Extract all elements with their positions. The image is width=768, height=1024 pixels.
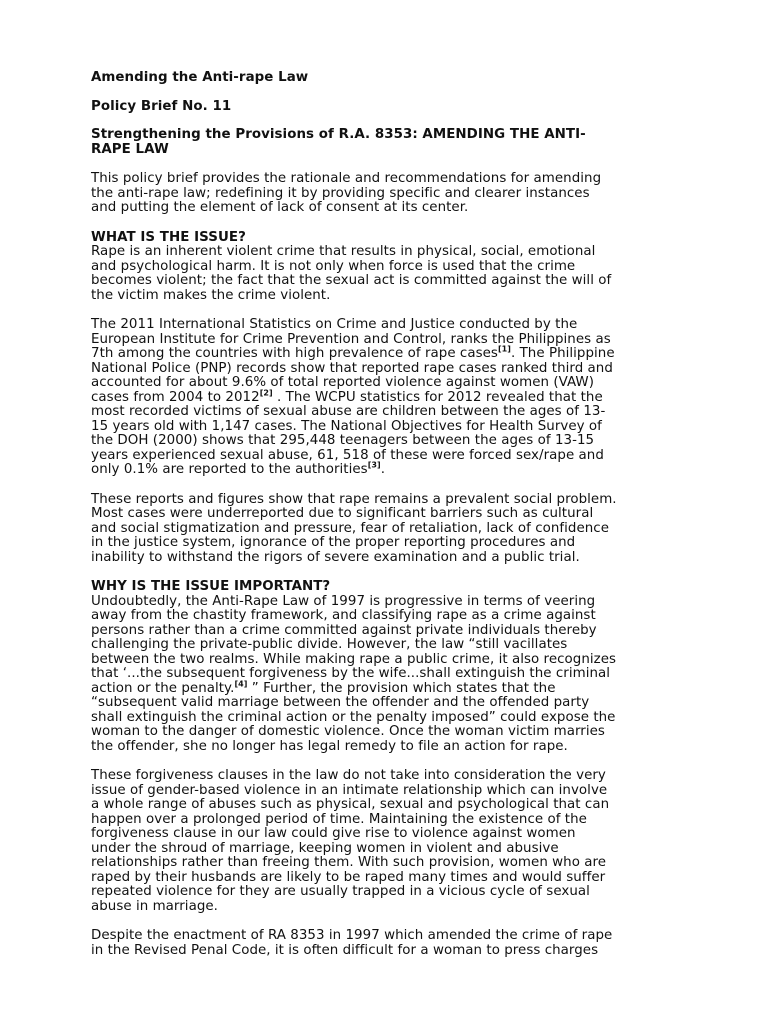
section-heading-importance: WHY IS THE ISSUE IMPORTANT? xyxy=(91,579,331,594)
text-line: the offender, she no longer has legal remedy to file an action for rape. xyxy=(91,738,568,754)
text-line: relationships rather than freeing them. With such provision, women who are xyxy=(91,855,607,870)
text-segment: ” Further, the provision which states that the xyxy=(247,680,556,696)
text-line: a whole range of abuses such as physical, sexual and psychological that can xyxy=(91,797,610,812)
importance-paragraph-2 xyxy=(91,769,728,914)
text-line: the victim makes the crime violent. xyxy=(91,287,331,303)
text-line: under the shroud of marriage, keeping women in violent and abusive xyxy=(91,840,559,856)
text-line: most recorded victims of sexual abuse are children between the ages of 13- xyxy=(91,404,606,419)
text-line: raped by their husbands are likely to be raped many times and would suffer xyxy=(91,869,606,885)
importance-paragraph-1 xyxy=(91,595,728,755)
text-line: accounted for about 9.6% of total reported violence against women (VAW) xyxy=(91,375,594,390)
text-line: and psychological harm. It is not only when force is used that the crime xyxy=(91,258,576,274)
text-line: Rape is an inherent violent crime that results in physical, social, emotional xyxy=(91,244,596,259)
text-line xyxy=(91,679,728,697)
text-line: These forgiveness clauses in the law do not take into consideration the very xyxy=(91,768,606,783)
text-line: Despite the enactment of RA 8353 in 1997 which amended the crime of rape xyxy=(91,928,613,943)
subtitle-line: Strengthening the Provisions of R.A. 8353: AMENDING THE ANTI- xyxy=(91,127,586,142)
text-line: in the Revised Penal Code, it is often difficult for a woman to press charges xyxy=(91,942,599,958)
text-line: challenging the private-public divide. However, the law “still vacillates xyxy=(91,637,568,652)
text-segment: action or the penalty. xyxy=(91,680,235,696)
text-segment: 7th among the countries with high prevalence of rape cases xyxy=(91,346,498,361)
text-segment: only 0.1% are reported to the authorities xyxy=(91,462,368,477)
text-line: and putting the element of lack of consent at its center. xyxy=(91,200,469,215)
document-subtitle xyxy=(91,128,728,157)
text-line xyxy=(91,460,728,478)
issue-paragraph-1 xyxy=(91,245,728,303)
text-line: and social stigmatization and pressure, fear of retaliation, lack of confidence xyxy=(91,520,610,536)
text-line: repeated violence for they are usually trapped in a vicious cycle of sexual xyxy=(91,884,590,899)
text-line: inability to withstand the rigors of severe examination and a public trial. xyxy=(91,549,580,565)
text-line xyxy=(91,344,728,362)
text-line: the anti-rape law; redefining it by providing specific and clearer instances xyxy=(91,185,590,201)
text-line: in the justice system, ignorance of the proper reporting procedures and xyxy=(91,535,576,550)
text-line: woman to the danger of domestic violence. Once the woman victim marries xyxy=(91,724,605,739)
text-line xyxy=(91,388,728,406)
text-line: years experienced sexual abuse, 61, 518 of these were forced sex/rape and xyxy=(91,447,604,463)
footnote-ref-2[interactable]: [2] xyxy=(259,388,273,398)
text-line: persons rather than a crime committed against private individuals thereby xyxy=(91,622,597,638)
text-line: between the two realms. While making rape a public crime, it also recognizes xyxy=(91,651,617,667)
document-title: Amending the Anti-rape Law xyxy=(91,70,309,85)
text-line: European Institute for Crime Prevention and Control, ranks the Philippines as xyxy=(91,331,611,347)
text-line: The 2011 International Statistics on Crime and Justice conducted by the xyxy=(91,317,578,332)
text-segment: . xyxy=(380,462,386,477)
text-line: 15 years old with 1,147 cases. The National Objectives for Health Survey of xyxy=(91,418,602,434)
text-line: “subsequent valid marriage between the offender and the offended party xyxy=(91,695,590,710)
text-segment: cases from 2004 to 2012 xyxy=(91,389,260,405)
subtitle-line: RAPE LAW xyxy=(91,141,169,157)
text-segment: . The WCPU statistics for 2012 revealed that the xyxy=(272,389,603,405)
issue-paragraph-3 xyxy=(91,493,728,566)
importance-paragraph-3 xyxy=(91,929,728,958)
text-line: These reports and figures show that rape remains a prevalent social problem. xyxy=(91,491,617,507)
policy-brief-number: Policy Brief No. 11 xyxy=(91,98,232,114)
text-segment: . The Philippine xyxy=(510,346,615,361)
text-line: away from the chastity framework, and classifying rape as a crime against xyxy=(91,608,596,623)
footnote-ref-1[interactable]: [1] xyxy=(497,344,511,354)
text-line: that ‘...the subsequent forgiveness by the wife...shall extinguish the criminal xyxy=(91,666,611,681)
text-line: forgiveness clause in our law could give rise to violence against women xyxy=(91,826,576,841)
text-line: National Police (PNP) records show that reported rape cases ranked third and xyxy=(91,360,613,376)
text-line: abuse in marriage. xyxy=(91,898,218,914)
text-line: shall extinguish the criminal action or the penalty imposed” could expose the xyxy=(91,709,616,725)
issue-paragraph-2 xyxy=(91,318,728,478)
text-line: Undoubtedly, the Anti-Rape Law of 1997 is progressive in terms of veering xyxy=(91,593,596,609)
section-heading-issue: WHAT IS THE ISSUE? xyxy=(91,229,246,245)
footnote-ref-3[interactable]: [3] xyxy=(367,460,381,470)
text-line: Most cases were underreported due to significant barriers such as cultural xyxy=(91,506,594,521)
footnote-ref-4[interactable]: [4] xyxy=(234,679,248,689)
text-line: issue of gender-based violence in an intimate relationship which can involve xyxy=(91,782,608,798)
text-line: becomes violent; the fact that the sexual act is committed against the will of xyxy=(91,273,612,288)
text-line: This policy brief provides the rationale and recommendations for amending xyxy=(91,171,602,186)
intro-paragraph xyxy=(91,172,728,216)
text-line: happen over a prolonged period of time. Maintaining the existence of the xyxy=(91,811,587,827)
text-line: the DOH (2000) shows that 295,448 teenagers between the ages of 13-15 xyxy=(91,433,595,448)
